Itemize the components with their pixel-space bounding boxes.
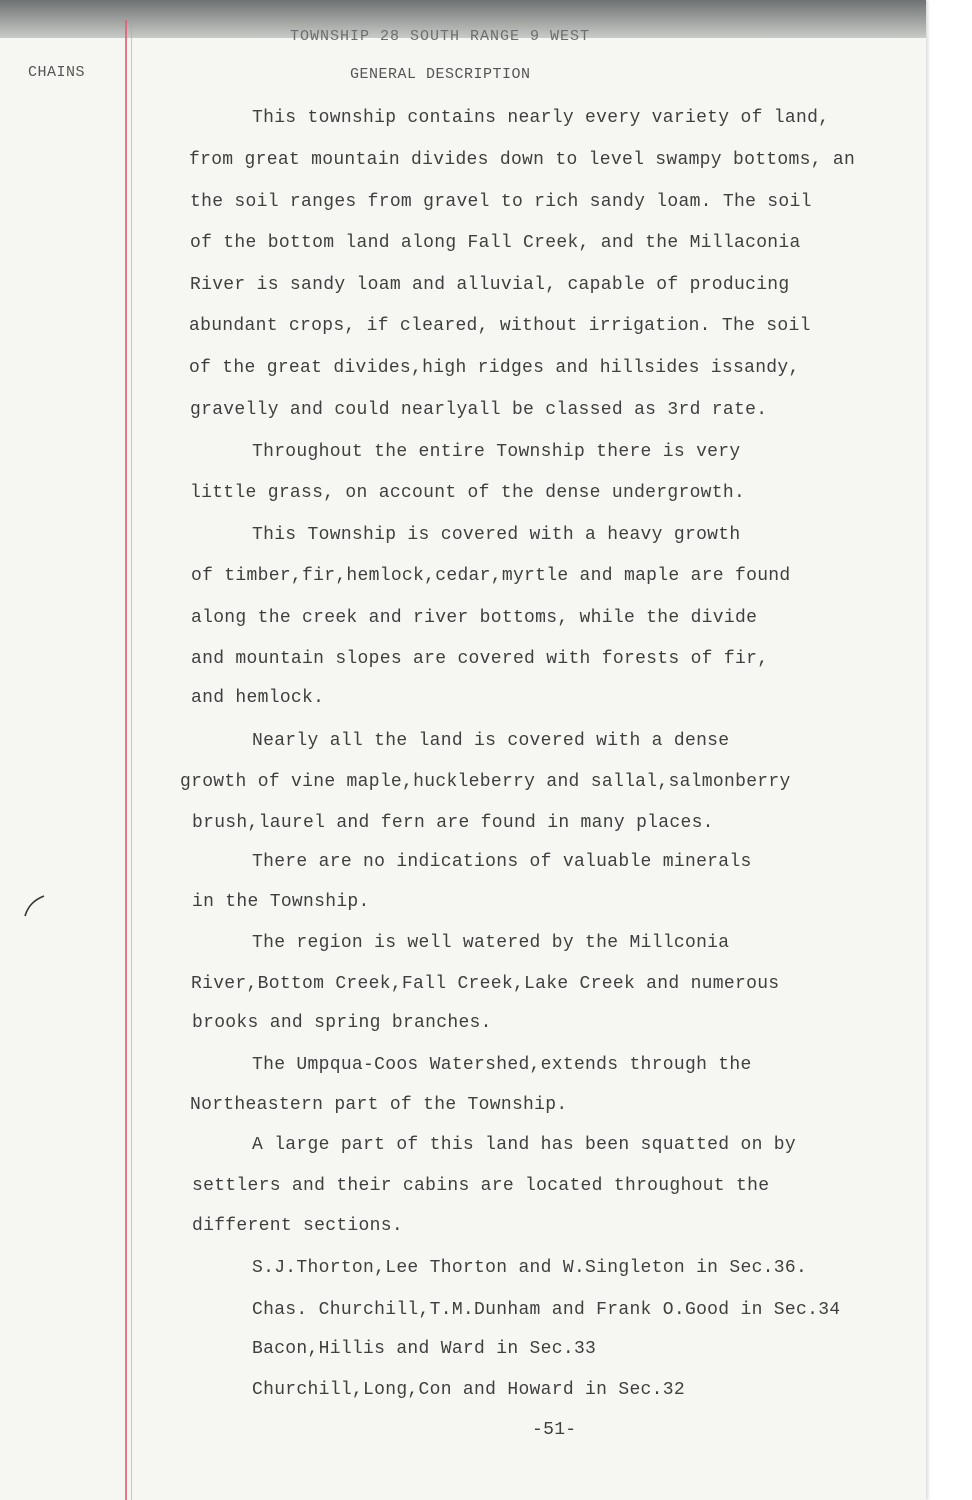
body-line: brooks and spring branches. bbox=[192, 1013, 492, 1033]
body-line: the soil ranges from gravel to rich sandy loam. The soil bbox=[190, 192, 812, 212]
page-title: GENERAL DESCRIPTION bbox=[350, 66, 531, 83]
body-line: settlers and their cabins are located throughout the bbox=[192, 1176, 770, 1196]
margin-rule-secondary bbox=[131, 20, 132, 1500]
body-line: Churchill,Long,Con and Howard in Sec.32 bbox=[252, 1380, 685, 1400]
body-line: A large part of this land has been squatted on by bbox=[252, 1135, 796, 1155]
body-line: This Township is covered with a heavy growth bbox=[252, 525, 741, 545]
body-line: abundant crops, if cleared, without irrigation. The soil bbox=[189, 316, 811, 336]
body-line: The region is well watered by the Millconia bbox=[252, 933, 730, 953]
body-line: Throughout the entire Township there is very bbox=[252, 442, 741, 462]
body-line: There are no indications of valuable minerals bbox=[252, 852, 752, 872]
body-line: different sections. bbox=[192, 1216, 403, 1236]
body-line: of the bottom land along Fall Creek, and the Millaconia bbox=[190, 233, 801, 253]
page-number: -51- bbox=[532, 1420, 577, 1440]
body-line: little grass, on account of the dense undergrowth. bbox=[190, 483, 746, 503]
body-line: from great mountain divides down to level swampy bottoms, an bbox=[189, 150, 856, 170]
body-line: This township contains nearly every variety of land, bbox=[252, 108, 830, 128]
body-line: and hemlock. bbox=[191, 688, 325, 708]
body-line: gravelly and could nearlyall be classed as 3rd rate. bbox=[190, 400, 768, 420]
body-line: growth of vine maple,huckleberry and sallal,salmonberry bbox=[180, 772, 791, 792]
margin-label: CHAINS bbox=[28, 64, 86, 81]
township-header: TOWNSHIP 28 SOUTH RANGE 9 WEST bbox=[290, 28, 591, 45]
body-line: S.J.Thorton,Lee Thorton and W.Singleton in Sec.36. bbox=[252, 1258, 808, 1278]
pencil-mark-icon bbox=[22, 894, 46, 918]
body-line: Bacon,Hillis and Ward in Sec.33 bbox=[252, 1339, 597, 1359]
body-line: River,Bottom Creek,Fall Creek,Lake Creek and numerous bbox=[191, 974, 780, 994]
body-line: of the great divides,high ridges and hillsides issandy, bbox=[189, 358, 800, 378]
body-line: in the Township. bbox=[192, 892, 370, 912]
body-line: and mountain slopes are covered with forests of fir, bbox=[191, 649, 769, 669]
margin-rule bbox=[125, 20, 127, 1500]
body-line: Nearly all the land is covered with a dense bbox=[252, 731, 730, 751]
body-line: River is sandy loam and alluvial, capable of producing bbox=[190, 275, 790, 295]
body-line: brush,laurel and fern are found in many places. bbox=[192, 813, 714, 833]
body-line: along the creek and river bottoms, while the divide bbox=[191, 608, 758, 628]
body-line: The Umpqua-Coos Watershed,extends through the bbox=[252, 1055, 752, 1075]
body-line: of timber,fir,hemlock,cedar,myrtle and maple are found bbox=[191, 566, 791, 586]
body-line: Chas. Churchill,T.M.Dunham and Frank O.Good in Sec.34 bbox=[252, 1300, 841, 1320]
body-line: Northeastern part of the Township. bbox=[190, 1095, 568, 1115]
